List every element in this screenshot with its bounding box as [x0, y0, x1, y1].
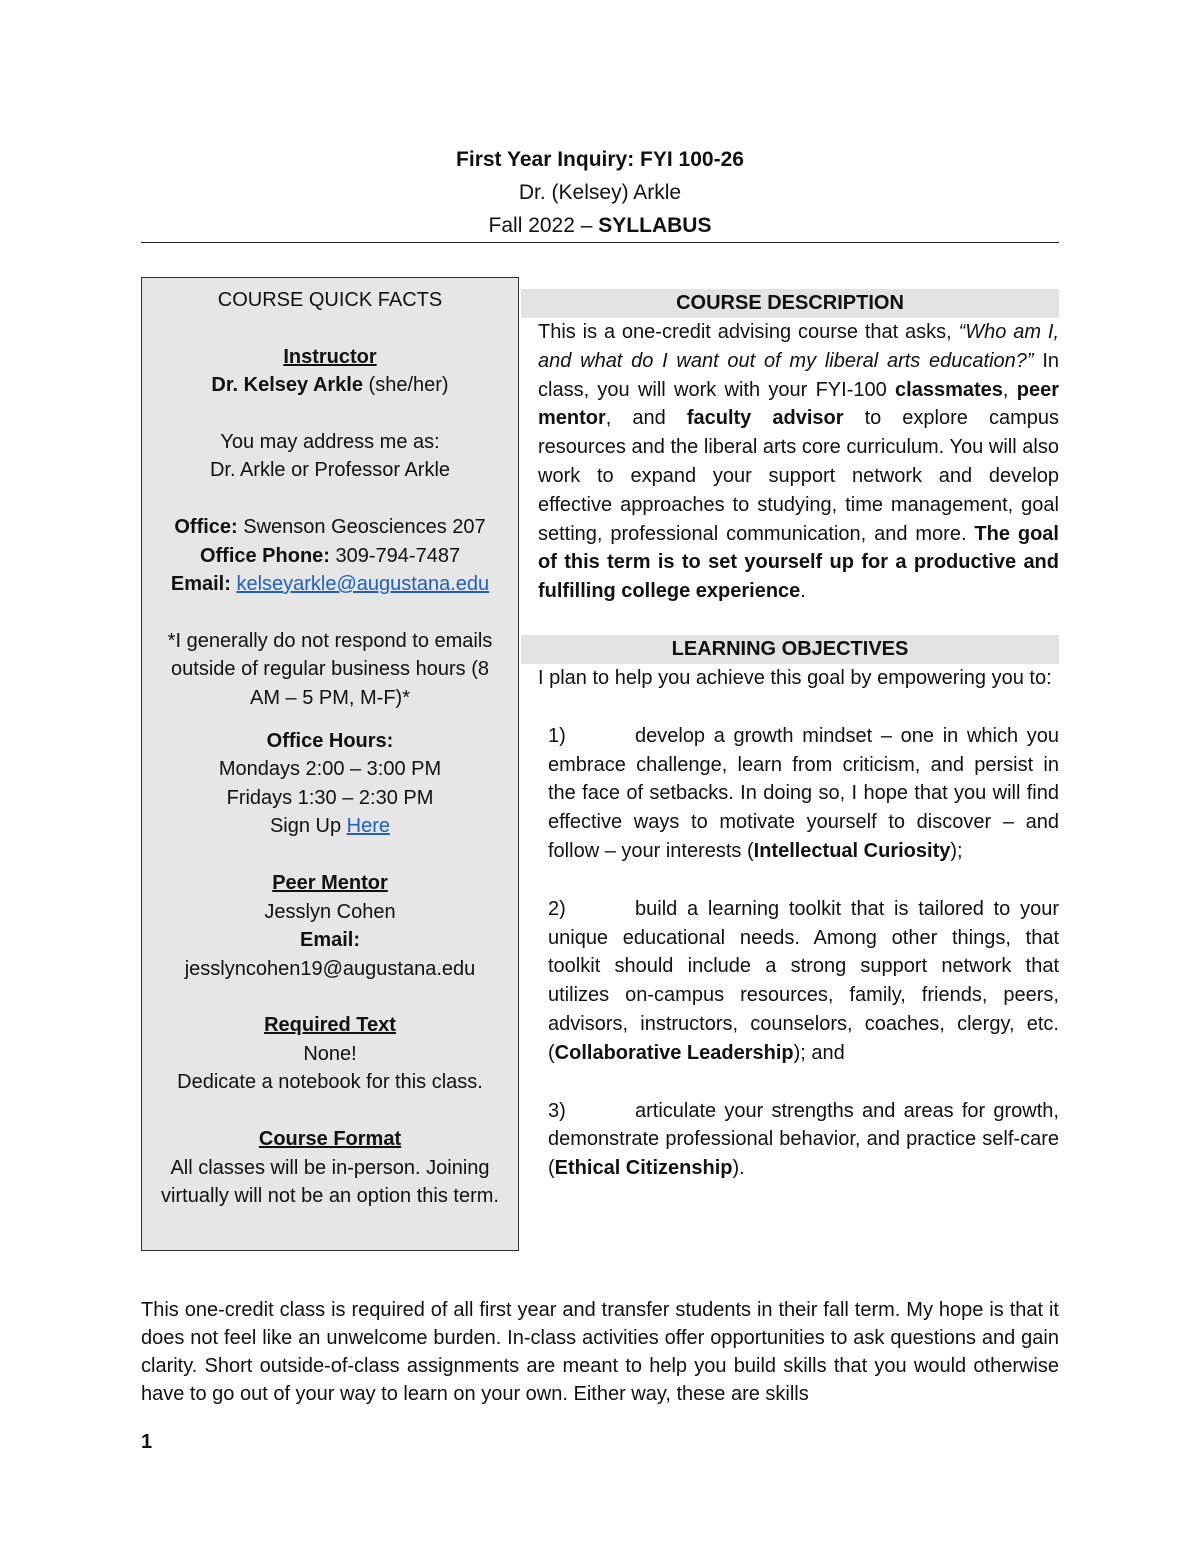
objective-number: 2): [548, 897, 566, 920]
peer-mentor-heading: Peer Mentor: [272, 871, 388, 894]
office-label: Office:: [174, 515, 238, 538]
objective-end: ).: [732, 1157, 745, 1180]
objective-3: [548, 1097, 1059, 1183]
body-paragraph: [141, 1296, 1059, 1408]
page-number: 1: [141, 1431, 153, 1453]
office-value: Swenson Geosciences 207: [237, 515, 486, 538]
instructor-name: Dr. Kelsey Arkle: [211, 374, 363, 397]
signup-here-link[interactable]: Here: [346, 815, 391, 838]
office-line: [142, 513, 518, 542]
course-title: First Year Inquiry: FYI 100-26: [456, 148, 744, 171]
required-text-heading: Required Text: [264, 1014, 396, 1037]
course-description-heading: COURSE DESCRIPTION: [521, 289, 1059, 318]
signup-line: [142, 812, 518, 841]
course-format-text: All classes will be in-person. Joining virtually will not be an option this term.: [161, 1156, 499, 1208]
course-quick-facts-box: [141, 277, 519, 1251]
address-line-2: Dr. Arkle or Professor Arkle: [209, 459, 451, 482]
objective-number: 3): [548, 1099, 566, 1122]
desc-faculty-advisor: faculty advisor: [686, 407, 844, 430]
instructor-heading: Instructor: [283, 345, 377, 368]
required-text-none: None!: [303, 1042, 357, 1065]
desc-part: to explore campus resources and the liberal arts core curriculum. You will also work to expand your support network and develop effective approaches to studying, time management, goal setting, professional communication, and more.: [538, 407, 1059, 545]
course-description-text: [521, 318, 1059, 606]
desc-classmates: classmates: [895, 378, 1003, 401]
office-hours-friday: Fridays 1:30 – 2:30 PM: [226, 786, 434, 809]
office-hours-monday: Mondays 2:00 – 3:00 PM: [218, 758, 442, 781]
email-line: [142, 570, 518, 599]
email-label: Email:: [170, 573, 231, 596]
required-text-note: Dedicate a notebook for this class.: [177, 1071, 483, 1094]
desc-part: ,: [1002, 378, 1017, 401]
learning-objectives-heading: LEARNING OBJECTIVES: [521, 635, 1059, 664]
phone-value: 309-794-7487: [329, 544, 461, 567]
objective-tag: Collaborative Leadership: [554, 1041, 794, 1064]
phone-label: Office Phone:: [199, 544, 330, 567]
objective-1: [548, 722, 1059, 866]
term-prefix: Fall 2022 –: [488, 214, 599, 237]
right-column: [521, 289, 1059, 1183]
objective-tag: Ethical Citizenship: [554, 1157, 733, 1180]
body-paragraph-text: This one-credit class is required of all first year and transfer students in their fall term. My hope is that it does not feel like an unwelcome burden. In-class activities offer opportunities to ask questions and gain clarity. Short outside-of-class assignments are meant to help you build skills that you would otherwise have to go out of your way to learn on your own. Either way, these are skills: [141, 1299, 1059, 1405]
objective-text: build a learning toolkit that is tailored to your unique educational needs. Among other things, that toolkit should include a strong support network that utilizes on-campus resources, family, friends, peers, advisors, instructors, counselors, coaches, clergy, etc. (: [548, 897, 1059, 1064]
peer-mentor-email: jesslyncohen19@augustana.edu: [184, 957, 476, 980]
pronouns: (she/her): [362, 374, 449, 397]
objective-end: ); and: [793, 1041, 845, 1064]
desc-part: .: [800, 580, 806, 603]
desc-part: In class, you will work with your FYI-100: [538, 349, 1059, 401]
peer-mentor-email-label: Email:: [299, 929, 361, 952]
email-note: *I generally do not respond to emails outside of regular business hours (8 AM – 5 PM, M-F)*: [167, 629, 493, 709]
objective-end: );: [950, 839, 963, 862]
desc-question: “Who am I, and what do I want out of my liberal arts education?”: [538, 321, 1060, 372]
course-format-heading: Course Format: [258, 1128, 402, 1151]
quick-facts-heading: COURSE QUICK FACTS: [217, 289, 443, 311]
desc-goal: The goal of this term is to set yourself up for a productive and fulfilling college experience: [538, 522, 1059, 603]
desc-part: , and: [605, 407, 687, 430]
office-hours-heading: Office Hours:: [266, 729, 394, 752]
objective-text: develop a growth mindset – one in which you embrace challenge, learn from criticism, and persist in the face of setbacks. In doing so, I hope that you will find effective ways to motivate yourself to discover – and follow – your interests (: [548, 724, 1059, 862]
signup-prefix: Sign Up: [269, 815, 347, 838]
desc-peer-mentor: peer mentor: [538, 378, 1059, 430]
desc-part: This is a one-credit advising course that asks,: [538, 321, 959, 343]
header-rule: [141, 242, 1059, 243]
objectives-intro: I plan to help you achieve this goal by empowering you to:: [538, 666, 1052, 689]
objective-text: articulate your strengths and areas for growth, demonstrate professional behavior, and practice self-care (: [548, 1099, 1059, 1180]
document-header: [141, 143, 1059, 242]
objective-tag: Intellectual Curiosity: [753, 839, 951, 862]
phone-line: [142, 542, 518, 571]
term-line: [141, 209, 1059, 242]
instructor-email-link[interactable]: kelseyarkle@augustana.edu: [236, 573, 490, 596]
syllabus-label: SYLLABUS: [598, 214, 712, 237]
objective-2: [548, 895, 1059, 1068]
peer-mentor-name: Jesslyn Cohen: [264, 900, 396, 923]
instructor-name-line: [142, 371, 518, 400]
objective-number: 1): [548, 724, 566, 747]
instructor-line: Dr. (Kelsey) Arkle: [518, 181, 682, 204]
address-line-1: You may address me as:: [220, 430, 440, 453]
